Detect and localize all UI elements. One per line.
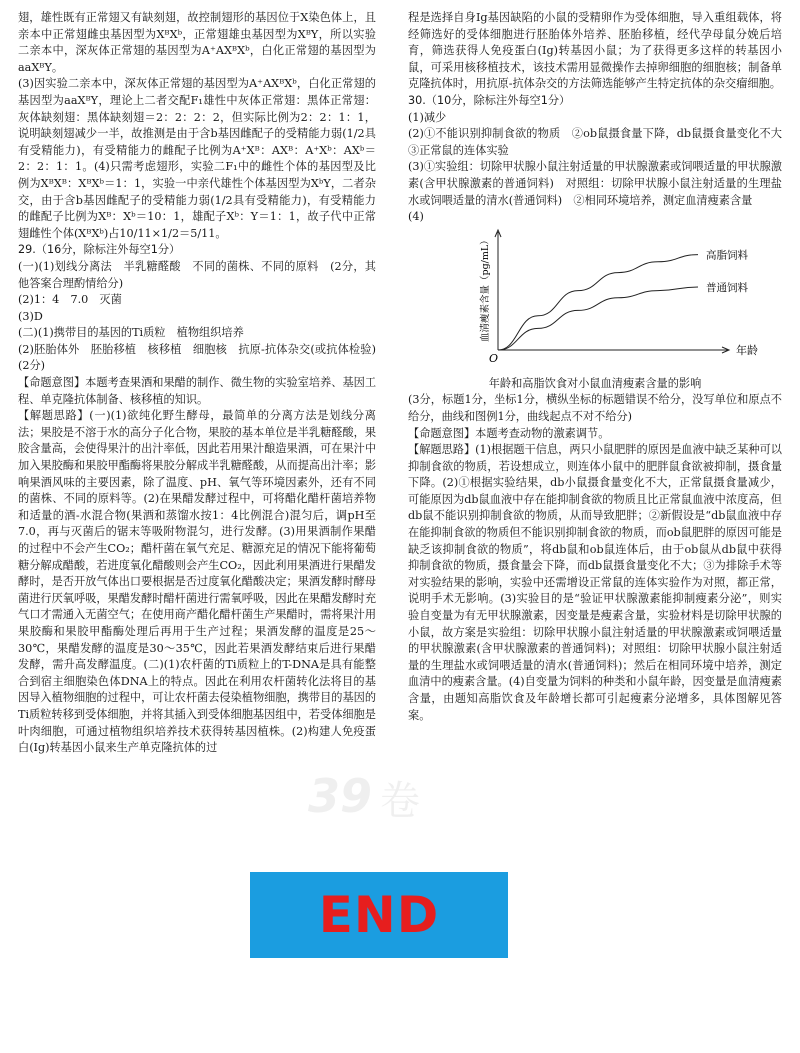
genetics-answer-continued: 翅，雄性既有正常翅又有缺刻翅，故控制翅形的基因位于X染色体上，且亲本中正常翅雌虫基因型为XᴮXᵇ，正常翅雄虫基因型为XᴮY，所以实验二亲本中，深灰体正常翅的基因型为A⁺AXᴮXᵇ，白化正常翅的基因型为aaXᴮY。 [18,11,376,74]
q30-intent: 【命题意图】本题考查动物的激素调节。 [408,426,610,440]
q29-explanation: 【解题思路】(一)(1)欲纯化野生酵母，最简单的分离方法是划线分离法；果胶是不溶于水的高分子化合物，果胶的基本单位是半乳糖醛酸，果胶含量高，会使得果汁的出汁率低，因此若用果汁酿造果酒，可在果汁中加入果胶酶和果胶甲酯酶将果胶分解成半乳糖醛酸，从而提高出汁率；影响果酒风味的主要因素，除了温度、pH、氧气等环境因素外，还有不同的菌株、不同的原料等。(2)在果醋发酵过程中，可将醋化醋杆菌培养物和适量的酒-水混合物(果酒和蒸馏水按1：4比例混合)混匀后，调pH至7.0，再与灭菌后的锯末等吸附物混匀，进行发酵。(3)用果酒制作果醋的过程中不会产生CO₂；醋杆菌在氧气充足、糖源充足的情况下能将葡萄糖分解成醋酸，若进度氧化醋酸则会产生CO₂，因此利用果酒进行果醋发酵时，是否开放气体出口要根据是否过度氧化醋酸决定；果酒发酵时酵母菌进行厌氧呼吸，果醋发酵时醋杆菌进行需氧呼吸，因此在果醋发酵时充气口才需通入无菌空气；在使用商产醋化醋杆菌生产果醋时，需将果汁用果胶酶和果胶甲酯酶处理后再用于生产过程；果酒发酵的温度是25～30℃，果醋发酵的温度是30～35℃，因此若果酒发酵结束后进行果醋发酵，需升高发酵温度。(二)(1)农杆菌的Ti质粒上的T-DNA是具有能整合到宿主细胞染色体DNA上的特点。因此在利用农杆菌转化法将目的基因导入植物细胞的过程中，可让农杆菌去侵染植物细胞，携带目的基因的Ti质粒转移到受体细胞，并将其插入到受体细胞基因组中，若受体细胞是叶肉细胞，可通过植物组织培养技术获得转基因植株。(2)构建人免疫蛋白(Ig)转基因小鼠来生产单克隆抗体的过 [18,409,377,755]
q29-answer-5: (2)胚胎体外 胚胎移植 核移植 细胞核 抗原-抗体杂交(或抗体检验) (2分) [18,342,388,373]
q30-answer-2: (2)①不能识别抑制食欲的物质 ②ob鼠摄食量下降，db鼠摄食量变化不大 ③正常鼠的连体实验 [408,127,794,157]
chart-title: 年龄和高脂饮食对小鼠血清瘦素含量的影响 [488,376,702,390]
q30-heading: 30.（10分，除标注外每空1分） [408,93,571,107]
q30-scoring-note: (3分，标题1分，坐标1分，横纵坐标的标题错误不给分，没写单位和原点不给分，曲线和图例1分，曲线起点不对不给分) [408,393,782,423]
series-label-2: 普通饲料 [706,281,748,294]
q29-answer-4: (二)(1)携带目的基因的Ti质粒 植物组织培养 [18,326,244,340]
end-label: END [318,886,440,944]
q30-answer-1: (1)减少 [408,110,447,124]
end-banner [250,872,508,958]
series-line-2 [498,287,698,350]
q29-answer-1: (一)(1)划线分离法 半乳糖醛酸 不同的菌株、不同的原料 (2分，其他答案合理酌情给分) [18,259,376,290]
x-axis-label: 年龄 [736,343,758,357]
svg-text:卷: 卷 [380,778,420,824]
q29-explanation-continued: 程是选择自身Ig基因缺陷的小鼠的受精卵作为受体细胞，导入重组载体，将经筛选好的受体细胞进行胚胎体外培养、胚胎移植，经代孕母鼠分娩后培育，筛选获得人免疫蛋白(Ig)转基因小鼠；为了获得更多这样的转基因小鼠，可采用核移植技术，该技术需用显微操作去掉卵细胞的细胞核；制备单克隆抗体时，用抗原-抗体杂交的方法筛选能够产生特定抗体的杂交瘤细胞。 [408,11,782,91]
left-column [18,10,388,757]
origin-label: O [489,351,499,365]
q30-answer-4-label: (4) [408,210,424,224]
q29-heading: 29.（16分，除标注外每空1分） [18,243,181,257]
series-line-1 [498,254,698,349]
genetics-answer-part3-4: (3)因实验二亲本中，深灰体正常翅的基因型为A⁺AXᴮXᵇ，白化正常翅的基因型为aaXᴮY，理论上二者交配F₁雄性中灰体正常翅：黑体正常翅：灰体缺刻翅：黑体缺刻翅＝2：2：2：2，但实际比例为2：2：1：1，说明缺刻翅减少一半，故推测是由于含b基因雌配子的受精能力弱(1/2具有受精能力)，有受精能力的雌配子比例为A⁺Xᴮ：AXᴮ：A⁺Xᵇ：AXᵇ＝2：2：1：1。(4)只需考虑翅形，实验二F₁中的雌性个体的基因型及比例为XᴮXᴮ：XᴮXᵇ＝1：1，实验一中亲代雄性个体基因型为XᵇY，二者杂交，由于含b基因雌配子的受精能力弱(1/2具有受精能力)，有受精能力的雌配子比例为Xᴮ：Xᵇ＝10：1，雄配子Xᵇ：Y＝1：1，故子代中正常翅雌性个体(XᴮXᵇ)占10/11×1/2＝5/11。 [18,77,376,240]
leptin-chart-svg [408,228,782,376]
y-axis-label: 血清瘦素含量（pg/mL） [480,235,491,342]
q30-answer-3: (3)①实验组：切除甲状腺小鼠注射适量的甲状腺激素或饲喂适量的甲状腺激素(含甲状腺激素的普通饲料) 对照组：切除甲状腺小鼠注射适量的生理盐水或饲喂适量的清水(普通饲料) ②相同环境培养，测定血清瘦素含量 [408,160,782,207]
q29-answer-3: (3)D [18,309,43,323]
series-label-1: 高脂饲料 [706,249,748,262]
q29-answer-2: (2)1：4 7.0 灭菌 [18,293,122,307]
svg-text:39: 39 [308,769,373,823]
leptin-chart [408,228,782,376]
q30-explanation: 【解题思路】(1)根据题干信息，两只小鼠肥胖的原因是血液中缺乏某种可以抑制食欲的物质，若设想成立，则连体小鼠中的肥胖鼠食欲被抑制，摄食量下降。(2)①根据实验结果，db小鼠摄食量变化不大，正常鼠摄食量减少，可能原因为db鼠血液中存在能抑制食欲的物质且比正常鼠血液中浓度高，但db鼠不能识别抑制食欲的物质，从而导致肥胖；②新假设是“db鼠血液中存在能抑制食欲的物质但不能识别抑制食欲的物质，而ob鼠肥胖的原因可能是缺乏该抑制食欲的物质”，将db鼠和ob鼠连体后，由于ob鼠从db鼠中获得抑制食欲的物质，摄食量会下降，而db鼠摄食量变化不大；③为排除手术等对实验结果的影响，实验中还需增设正常鼠的连体实验作为对照，都正常，说明手术无影响。(3)实验目的是“验证甲状腺激素能抑制瘦素分泌”，则实验自变量为有无甲状腺激素，因变量是瘦素含量，实验材料是切除甲状腺的小鼠，故方案是实验组：切除甲状腺小鼠注射适量的甲状腺激素或饲喂适量的甲状腺激素(含甲状腺激素的普通饲料)；对照组：切除甲状腺小鼠注射适量的生理盐水或饲喂适量的清水(普通饲料)；然后在相同环境中培养，测定血清中的瘦素含量。(4)自变量为饲料的种类和小鼠年龄，因变量是血清瘦素含量，由题知高脂饮食及年龄增长都可引起瘦素分泌增多，具体图解见答案。 [408,443,782,722]
right-column [408,10,794,724]
q29-intent: 【命题意图】本题考查果酒和果醋的制作、微生物的实验室培养、基因工程、单克隆抗体制备、核移植的知识。 [18,376,377,406]
watermark-logo [300,760,470,830]
